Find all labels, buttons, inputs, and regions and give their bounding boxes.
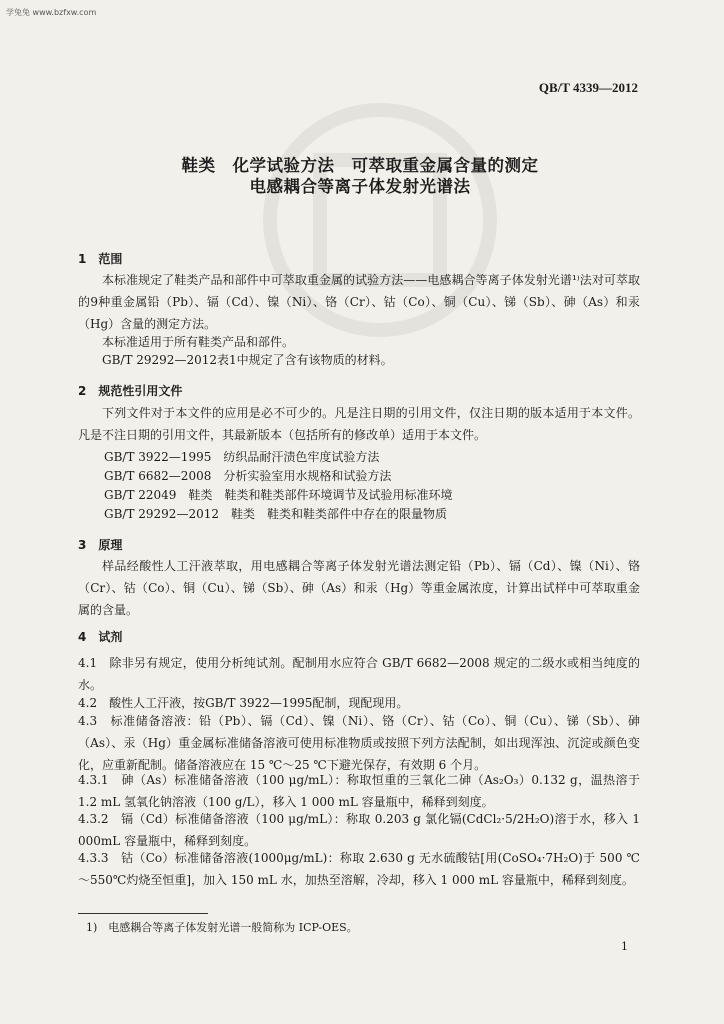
section-2-para-1: 下列文件对于本文件的应用是必不可少的。凡是注日期的引用文件，仅注日期的版本适用于本文件。凡是不注日期的引用文件，其最新版本（包括所有的修改单）适用于本文件。	[78, 406, 640, 442]
reference-item: GB/T 29292—2012 鞋类 鞋类和鞋类部件中存在的限量物质	[104, 507, 447, 521]
clause-4-2: 4.2 酸性人工汗液，按GB/T 3922—1995配制，现配现用。	[78, 696, 409, 710]
section-1-para-3: GB/T 29292—2012表1中规定了含有该物质的材料。	[102, 353, 393, 367]
clause-4-3-1: 4.3.1 砷（As）标准储备溶液（100 μg/mL）：称取恒重的三氧化二砷（As₂O₃）0.132 g，温热溶于 1.2 mL 氢氧化钠溶液（100 g/L），移入 1 000 mL 容量瓶中，稀释到刻度。	[78, 773, 640, 809]
clause-4-1: 4.1 除非另有规定，使用分析纯试剂。配制用水应符合 GB/T 6682—2008 规定的二级水或相当纯度的水。	[78, 656, 640, 692]
standard-number: QB/T 4339—2012	[538, 80, 638, 95]
footnote: 1) 电感耦合等离子体发射光谱一般简称为 ICP-OES。	[86, 921, 358, 934]
footnote-rule	[78, 913, 208, 914]
site-watermark: 学兔兔 www.bzfxw.com	[6, 8, 97, 17]
section-2-heading: 2 规范性引用文件	[78, 384, 183, 398]
clause-4-3: 4.3 标准储备溶液：铅（Pb）、镉（Cd）、镍（Ni）、铬（Cr）、钴（Co）、铜（Cu）、锑（Sb）、砷（As）、汞（Hg）重金属标准储备溶液可使用标准物质或按照下列方法配制，如出现浑浊、沉淀或颜色变化，应重新配制。储备溶液应在 15 ℃～25 ℃下避光保存，有效期 6 个月。	[78, 714, 640, 772]
section-4-heading: 4 试剂	[78, 630, 123, 644]
title-line-1: 鞋类 化学试验方法 可萃取重金属含量的测定	[181, 156, 539, 175]
section-1-para-1: 本标准规定了鞋类产品和部件中可萃取重金属的试验方法——电感耦合等离子体发射光谱¹⁾法对可萃取的9种重金属铅（Pb）、镉（Cd）、镍（Ni）、铬（Cr）、钴（Co）、铜（Cu）、锑（Sb）、砷（As）和汞（Hg）含量的测定方法。	[78, 273, 640, 331]
title-line-2: 电感耦合等离子体发射光谱法	[249, 177, 471, 196]
section-3-para-1: 样品经酸性人工汗液萃取，用电感耦合等离子体发射光谱法测定铅（Pb）、镉（Cd）、镍（Ni）、铬（Cr）、钴（Co）、铜（Cu）、锑（Sb）、砷（As）和汞（Hg）等重金属浓度，计算出试样中可萃取重金属的含量。	[78, 559, 640, 617]
page-number: 1	[621, 940, 628, 953]
reference-item: GB/T 6682—2008 分析实验室用水规格和试验方法	[104, 469, 392, 483]
clause-4-3-3: 4.3.3 钴（Co）标准储备溶液(1000μg/mL)：称取 2.630 g 无水硫酸钴[用(CoSO₄·7H₂O)于 500 ℃～550℃灼烧至恒重]，加入 150 mL 水，加热至溶解，冷却，移入 1 000 mL 容量瓶中，稀释到刻度。	[78, 851, 640, 887]
clause-4-3-2: 4.3.2 镉（Cd）标准储备溶液（100 μg/mL）：称取 0.203 g 氯化镉(CdCl₂·5/2H₂O)溶于水，移入 1 000mL 容量瓶中，稀释到刻度。	[78, 812, 640, 848]
reference-item: GB/T 22049 鞋类 鞋类和鞋类部件环境调节及试验用标准环境	[104, 488, 453, 502]
section-1-heading: 1 范围	[78, 252, 123, 266]
section-1-para-2: 本标准适用于所有鞋类产品和部件。	[102, 335, 295, 349]
reference-item: GB/T 3922—1995 纺织品耐汗渍色牢度试验方法	[104, 450, 380, 464]
section-3-heading: 3 原理	[78, 538, 123, 552]
